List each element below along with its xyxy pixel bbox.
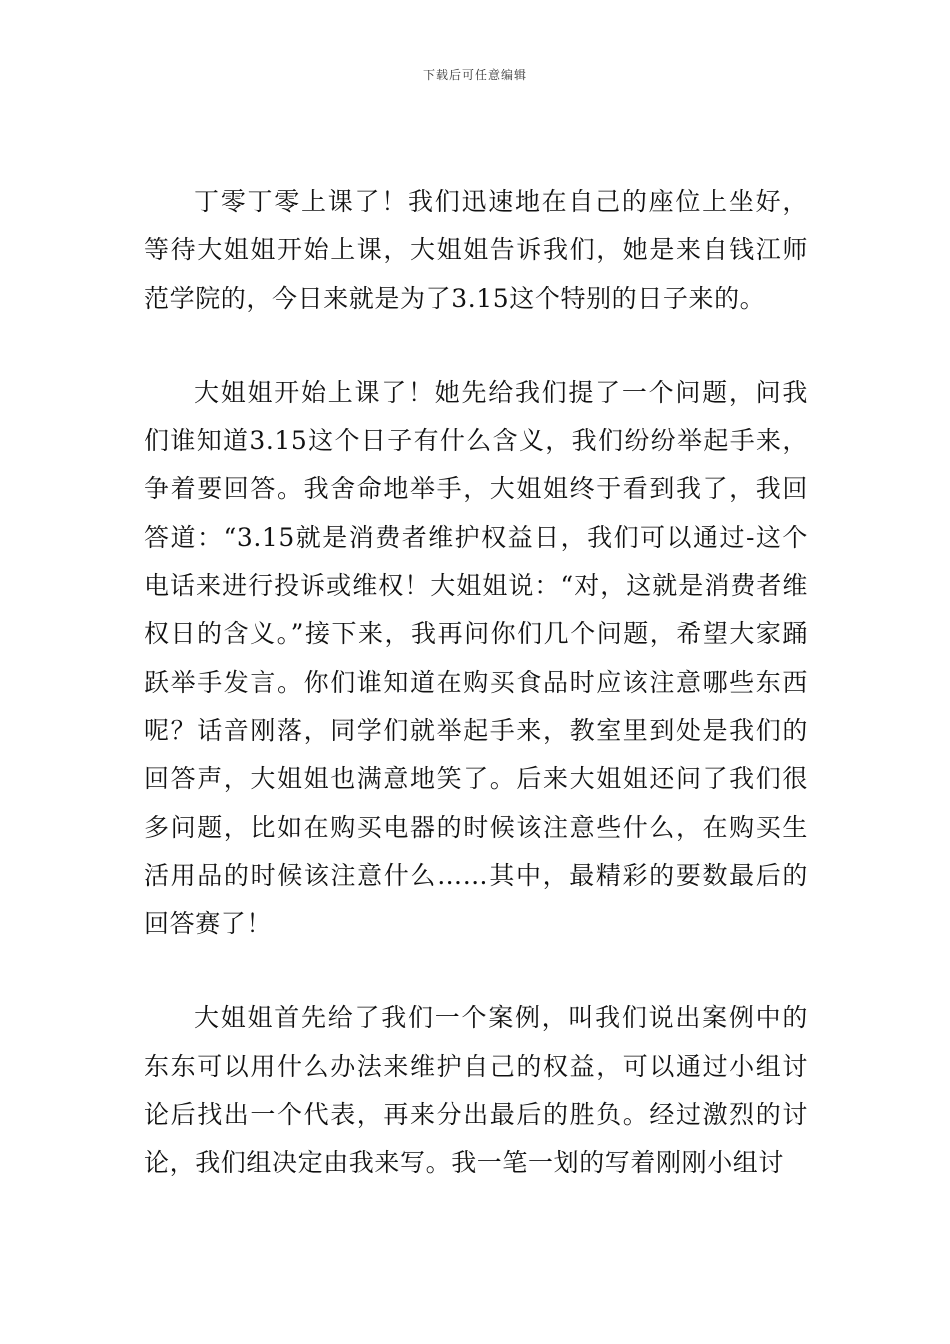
- paragraph-1: 丁零丁零上课了！我们迅速地在自己的座位上坐好，等待大姐姐开始上课，大姐姐告诉我们，她是来自钱江师范学院的，今日来就是为了3.15这个特别的日子来的。: [144, 187, 808, 313]
- paragraph-3: 大姐姐首先给了我们一个案例，叫我们说出案例中的东东可以用什么办法来维护自己的权益，可以通过小组讨论后找出一个代表，再来分出最后的胜负。经过激烈的讨论，我们组决定由我来写。我一笔一划的写着刚刚小组讨: [144, 1003, 808, 1178]
- page-header-note: 下载后可任意编辑: [422, 68, 527, 82]
- document-body: [144, 178, 808, 1234]
- paragraph-2: 大姐姐开始上课了！她先给我们提了一个问题，问我们谁知道3.15这个日子有什么含义，我们纷纷举起手来，争着要回答。我舍命地举手，大姐姐终于看到我了，我回答道：“3.15就是消费者维护权益日，我们可以通过-这个电话来进行投诉或维权！大姐姐说：“对，这就是消费者维权日的含义。”接下来，我再问你们几个问题，希望大家踊跃举手发言。你们谁知道在购买食品时应该注意哪些东西呢？话音刚落，同学们就举起手来，教室里到处是我们的回答声，大姐姐也满意地笑了。后来大姐姐还问了我们很多问题，比如在购买电器的时候该注意些什么，在购买生活用品的时候该注意什么……其中，最精彩的要数最后的回答赛了！: [144, 377, 808, 939]
